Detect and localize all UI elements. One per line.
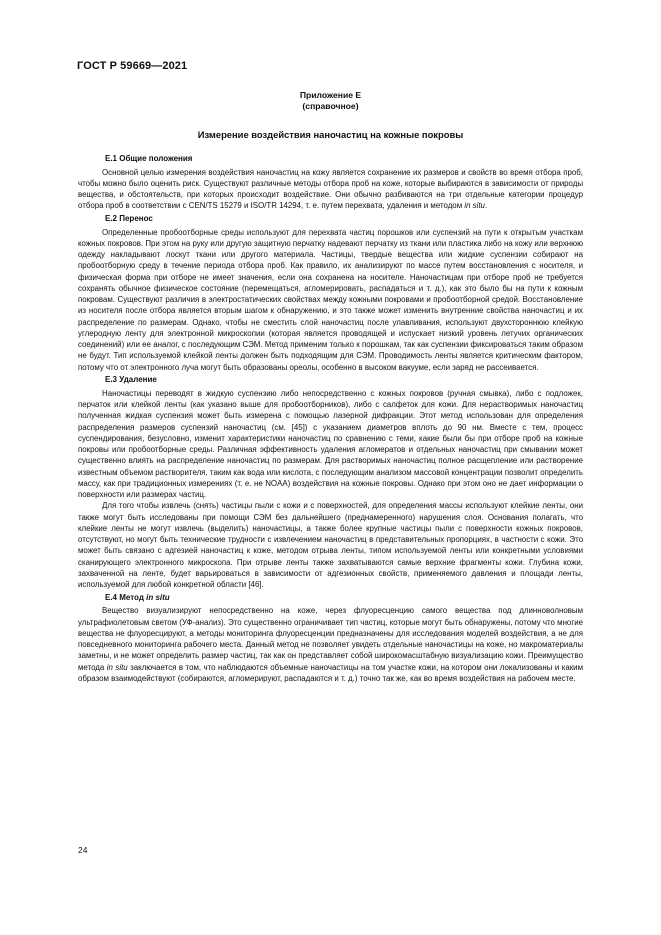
annex-subtitle: (справочное) bbox=[302, 101, 359, 111]
annex-title: Приложение Е bbox=[299, 90, 362, 100]
section-in-situ bbox=[78, 592, 583, 684]
paragraph: Основной целью измерения воздействия наночастиц на кожу является сохранение их размеров и свойств во время отбора проб, чтобы можно было оценить риск. Существуют различные методы отбора проб на коже, которые выбираются в зависимости от природы вещества, и обстоятельств, при которых происходит воздействие. Они обычно разбиваются на три отдельные категории процедур отбора проб в соответствии с CEN/TS 15279 и ISO/TR 14294, т. е. путем перехвата, удаления и методом in situ. bbox=[78, 167, 583, 211]
paragraph: Вещество визуализируют непосредственно на коже, через флуоресценцию самого вещества под длинноволновым ультрафиолетовым светом (УФ-анализ). Это существенно ограничивает тип частиц, которые могут быть обнаружены, потому что многие вещества не флуоресцируют, а методы мониторинга флуоресценции предназначены для исследования моделей воздействия, а не для повседневного мониторинга рабочего места. Данный метод не позволяет увидеть отдельные наночастицы на коже, но макроматериалы заметны, и не может определить размер частиц, так как он представляет собой широкомасштабную визуализацию кожи. Преимущество метода in situ заключается в том, что наблюдаются объемные наночастицы на том участке кожи, на котором они локализованы и каким образом взаимодействуют (собираются, агломерируют, распадаются и т. д.) точно так же, как во время воздействия на рабочем месте. bbox=[78, 606, 584, 683]
annex-main-title: Измерение воздействия наночастиц на кожные покровы bbox=[197, 129, 464, 140]
document-body bbox=[78, 153, 583, 686]
section-heading: Е.3 Удаление bbox=[105, 375, 157, 385]
section-heading: Е.2 Перенос bbox=[105, 214, 153, 223]
paragraph: Для того чтобы извлечь (снять) частицы пыли с кожи и с поверхностей, для определения массы используют клейкие ленты, они также могут быть исследованы при помощи СЭМ без дальнейшего (преднамеренного) нарушения слоя. Основания полагать, что клейкие ленты не могут извлечь (выделить) наночастицы, а также более крупные частицы пыли с поверхности кожных покровов, отсутствуют, но могут быть технические трудности с извлечением наночастиц в представительных пропорциях, в частности с кожи. Это может быть связано с адгезией наночастиц к коже, методом отрыва ленты, типом используемой ленты или конкретными условиями сканирующего электронного микроскопа. При отрыве ленты также захватываются самые верхние фрагменты кожи. Глубина кожи, захваченной на ленте, будет варьироваться в зависимости от адгезионных свойств, применяемого давления и площади ленты, используемой для любой конкретной области [46]. bbox=[78, 501, 583, 589]
section-general bbox=[78, 153, 583, 212]
paragraph: Наночастицы переводят в жидкую суспензию либо непосредственно с кожных покровов (ручная смывка), либо с подложек, перчаток или клейкой ленты (как указано выше для пробоотборников), либо с салфеток для кожи. Для нерастворимых наночастиц полученная жидкая суспензия может быть измерена с помощью лазерной дифракции. Этот метод использован для определения распределения размеров суспензий наночастиц (см. [45]) с указанием диаметров вплоть до 90 нм. Вместе с тем, процесс суспендирования, безусловно, изменит характеристики наночастиц по сравнению с теми, какие были бы при отборе проб на кожные покровы или пробоотборные среды. Различная эффективность удаления агломератов и отдельных наночастиц при смывании может существенно влиять на распределение наночастиц по размерам. Для растворимых наночастиц полное расщепление или растворение известным объемом растворителя, таким как вода или кислота, с последующим анализом массовой концентрации позволит определить массу, как при традиционных измерениях (т. е. не NOAA) воздействия на кожные покровы. Однако при этом оно не дает информации о поверхности или размерах частиц. bbox=[78, 388, 583, 499]
section-transfer bbox=[78, 213, 583, 373]
section-removal bbox=[78, 374, 583, 590]
document-code: ГОСТ Р 59669—2021 bbox=[77, 60, 188, 72]
section-heading: Е.1 Общие положения bbox=[105, 154, 193, 163]
section-heading: Е.4 Метод in situ bbox=[105, 592, 170, 602]
paragraph: Определенные пробоотборные среды используют для перехвата частиц порошков или суспензий на пути к открытым участкам кожных покровов. При этом на руку или другую защитную перчатку надевают перчатку из ткани или пластика либо на кожу или верхнюю одежду накладывают лоскут ткани или другого материала. Частицы, твердые вещества или жидкие суспензии собирают на пробоотборную среду в течение периода отбора проб. Как правило, их анализируют по массе путем восстановления с носителя, и физическая форма при отборе не имеет значения, если она сохранена на носителе. Наночастицам при отборе проб не требуется сохранять обычное физическое состояние (перемещаться, агломерировать, распадаться и т. д.), как это было бы на пути к кожным покровам. Существуют различия в электростатических свойствах между кожными покровами и пробоотборной средой. Восстановление из носителя после отбора является вторым шагом к обнаружению, и это также может изменить внутренние свойства наночастиц и их распределение по размерам. Однако, чтобы не сместить слой наночастиц после улавливания, используют двухстороннюю клейкую углеродную ленту для электронной микроскопии (которая является проводящей и испускает низкий уровень летучих органических соединений) или ее аналог, с последующим СЭМ. Метод применим только к порошкам, так как суспензии фиксироваться таким образом не будут. Тип используемой клейкой ленты должен быть подходящим для СЭМ. Проводимость ленты является критическим фактором, потому что от электронного луча могут быть образованы ореолы, особенно в высоком вакууме, если заряд не рассеивается. bbox=[78, 227, 583, 372]
page-number: 24 bbox=[78, 845, 88, 855]
